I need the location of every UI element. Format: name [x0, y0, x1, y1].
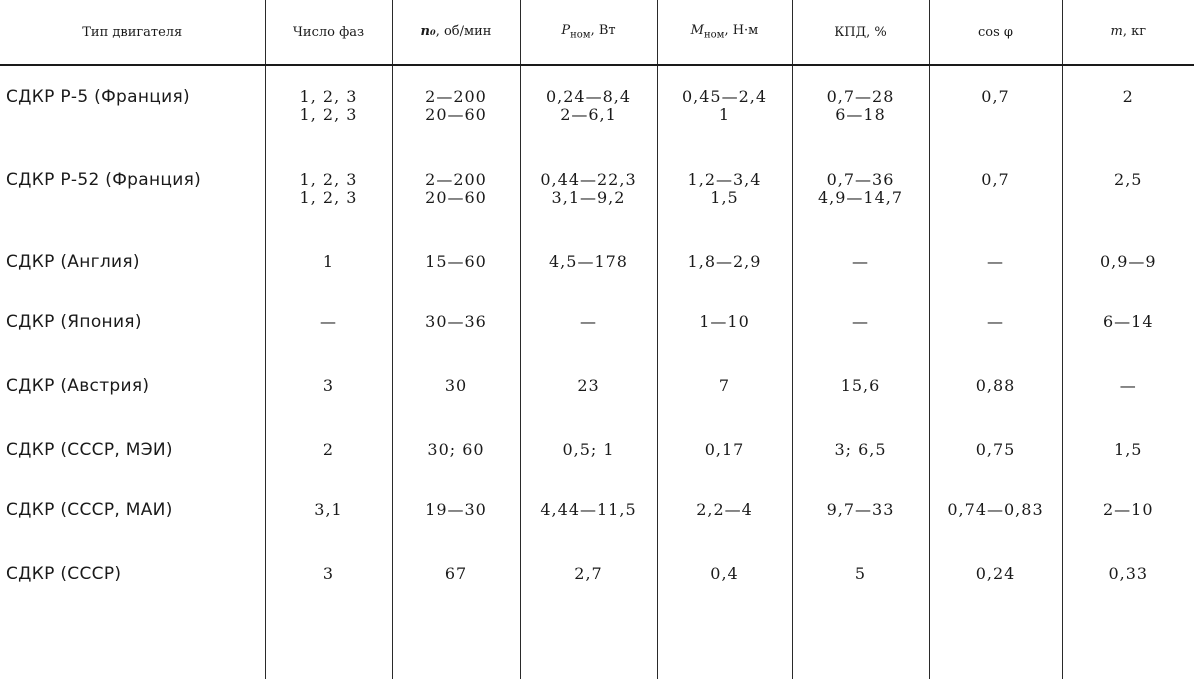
cell-mass: [1062, 241, 1194, 301]
cell-speed: [392, 241, 520, 301]
cell-power-value: 0,44—22,3: [521, 171, 657, 189]
cell-phases: [265, 241, 392, 301]
cell-efficiency: [792, 489, 929, 551]
header-torque: [657, 0, 792, 65]
cell-efficiency: [792, 363, 929, 427]
cell-power-value: 4,44—11,5: [521, 501, 657, 519]
cell-speed: [392, 65, 520, 151]
cell-torque: [657, 363, 792, 427]
header-cos: [929, 0, 1062, 65]
cell-mass-value: 0,33: [1063, 565, 1194, 583]
cell-efficiency-value: 0,7—28: [793, 88, 929, 106]
cell-mass: [1062, 551, 1194, 679]
cell-cos-value: 0,7: [930, 88, 1062, 106]
table-row: [0, 65, 1194, 151]
table-row: [0, 363, 1194, 427]
cell-efficiency-value: 4,9—14,7: [793, 189, 929, 207]
cell-motor-type: СДКР (СССР, МАИ): [0, 489, 265, 551]
cell-motor-type: СДКР (Австрия): [0, 363, 265, 427]
cell-speed-value: 2—200: [393, 88, 520, 106]
cell-mass: [1062, 363, 1194, 427]
header-mass: [1062, 0, 1194, 65]
cell-efficiency: [792, 65, 929, 151]
cell-efficiency: [792, 551, 929, 679]
cell-phases: [265, 427, 392, 489]
table-row: [0, 241, 1194, 301]
cell-torque: [657, 489, 792, 551]
cell-efficiency: [792, 241, 929, 301]
cell-speed: [392, 427, 520, 489]
cell-phases-value: 1: [266, 253, 392, 271]
cell-speed-value: 30—36: [393, 313, 520, 331]
header-row: [0, 0, 1194, 65]
cell-mass-value: 6—14: [1063, 313, 1194, 331]
table-row: [0, 427, 1194, 489]
cell-phases: [265, 551, 392, 679]
cell-torque-value: 1—10: [658, 313, 792, 331]
cell-efficiency: [792, 151, 929, 241]
cell-mass-value: 0,9—9: [1063, 253, 1194, 271]
cell-phases-value: 1, 2, 3: [266, 171, 392, 189]
cell-phases-value: 3,1: [266, 501, 392, 519]
cell-phases-value: 3: [266, 565, 392, 583]
cell-cos: [929, 489, 1062, 551]
cell-speed-value: 19—30: [393, 501, 520, 519]
cell-mass-value: 2,5: [1063, 171, 1194, 189]
header-phases-label: Число фаз: [293, 25, 364, 40]
cell-power: [520, 427, 657, 489]
cell-phases-value: 1, 2, 3: [266, 189, 392, 207]
cell-speed-value: 2—200: [393, 171, 520, 189]
cell-cos-value: 0,88: [930, 377, 1062, 395]
cell-efficiency-value: 5: [793, 565, 929, 583]
table-row: [0, 489, 1194, 551]
cell-mass: [1062, 65, 1194, 151]
cell-power-value: 23: [521, 377, 657, 395]
cell-mass: [1062, 489, 1194, 551]
cell-speed: [392, 363, 520, 427]
cell-efficiency-value: 9,7—33: [793, 501, 929, 519]
header-power-symbol: P: [561, 23, 570, 38]
cell-torque: [657, 427, 792, 489]
cell-motor-type: СДКР (СССР, МЭИ): [0, 427, 265, 489]
header-mass-symbol: m: [1110, 24, 1122, 39]
cell-power: [520, 301, 657, 363]
cell-efficiency-value: 3; 6,5: [793, 441, 929, 459]
header-speed-unit: , об/мин: [436, 24, 492, 39]
table-row: [0, 551, 1194, 679]
cell-efficiency-value: 0,7—36: [793, 171, 929, 189]
cell-cos-value: 0,7: [930, 171, 1062, 189]
header-efficiency-label: КПД, %: [834, 25, 887, 40]
cell-cos-value: —: [930, 253, 1062, 271]
cell-cos: [929, 363, 1062, 427]
cell-phases-value: 1, 2, 3: [266, 88, 392, 106]
header-mass-unit: , кг: [1123, 24, 1146, 39]
cell-torque-value: 1,5: [658, 189, 792, 207]
cell-cos: [929, 551, 1062, 679]
cell-power-value: 0,24—8,4: [521, 88, 657, 106]
header-power: [520, 0, 657, 65]
table-body: [0, 65, 1194, 679]
cell-cos: [929, 301, 1062, 363]
cell-torque-value: 7: [658, 377, 792, 395]
cell-power-value: 3,1—9,2: [521, 189, 657, 207]
cell-power: [520, 151, 657, 241]
cell-speed-value: 15—60: [393, 253, 520, 271]
cell-phases-value: —: [266, 313, 392, 331]
header-power-subscript: ном: [570, 29, 590, 40]
cell-phases-value: 2: [266, 441, 392, 459]
cell-mass-value: 2—10: [1063, 501, 1194, 519]
cell-power-value: 4,5—178: [521, 253, 657, 271]
cell-torque-value: 1,2—3,4: [658, 171, 792, 189]
cell-mass-value: 2: [1063, 88, 1194, 106]
cell-speed: [392, 551, 520, 679]
cell-power: [520, 241, 657, 301]
cell-cos: [929, 427, 1062, 489]
header-type: [0, 0, 265, 65]
cell-motor-type: СДКР Р-52 (Франция): [0, 151, 265, 241]
header-torque-unit: , Н·м: [724, 23, 758, 38]
cell-torque-value: 0,45—2,4: [658, 88, 792, 106]
cell-power-value: 2,7: [521, 565, 657, 583]
cell-power: [520, 489, 657, 551]
cell-speed-value: 20—60: [393, 106, 520, 124]
cell-torque: [657, 241, 792, 301]
cell-phases-value: 1, 2, 3: [266, 106, 392, 124]
cell-motor-type: СДКР Р-5 (Франция): [0, 65, 265, 151]
cell-mass-value: —: [1063, 377, 1194, 395]
cell-torque-value: 1: [658, 106, 792, 124]
cell-phases: [265, 363, 392, 427]
cell-motor-type: СДКР (Япония): [0, 301, 265, 363]
cell-torque: [657, 301, 792, 363]
cell-torque: [657, 65, 792, 151]
cell-power-value: —: [521, 313, 657, 331]
cell-mass: [1062, 301, 1194, 363]
cell-torque: [657, 551, 792, 679]
cell-cos-value: 0,75: [930, 441, 1062, 459]
cell-speed: [392, 301, 520, 363]
cell-phases: [265, 151, 392, 241]
cell-efficiency: [792, 427, 929, 489]
cell-torque-value: 2,2—4: [658, 501, 792, 519]
cell-cos-value: 0,24: [930, 565, 1062, 583]
cell-motor-type: СДКР (СССР): [0, 551, 265, 679]
cell-speed-value: 67: [393, 565, 520, 583]
cell-cos-value: —: [930, 313, 1062, 331]
cell-efficiency-value: —: [793, 313, 929, 331]
table-row: [0, 151, 1194, 241]
header-power-unit: , Вт: [591, 23, 616, 38]
cell-speed: [392, 151, 520, 241]
cell-cos-value: 0,74—0,83: [930, 501, 1062, 519]
header-speed-symbol: n₀: [421, 24, 436, 39]
cell-cos: [929, 65, 1062, 151]
cell-torque-value: 0,17: [658, 441, 792, 459]
header-efficiency: [792, 0, 929, 65]
cell-mass-value: 1,5: [1063, 441, 1194, 459]
cell-mass: [1062, 427, 1194, 489]
cell-torque: [657, 151, 792, 241]
cell-efficiency-value: 6—18: [793, 106, 929, 124]
header-cos-label: cos φ: [978, 25, 1013, 40]
cell-speed: [392, 489, 520, 551]
cell-power-value: 2—6,1: [521, 106, 657, 124]
cell-mass: [1062, 151, 1194, 241]
cell-speed-value: 20—60: [393, 189, 520, 207]
cell-speed-value: 30; 60: [393, 441, 520, 459]
header-speed: [392, 0, 520, 65]
cell-motor-type: СДКР (Англия): [0, 241, 265, 301]
cell-phases: [265, 65, 392, 151]
cell-efficiency-value: 15,6: [793, 377, 929, 395]
cell-efficiency-value: —: [793, 253, 929, 271]
cell-power: [520, 65, 657, 151]
cell-power: [520, 363, 657, 427]
cell-cos: [929, 241, 1062, 301]
cell-cos: [929, 151, 1062, 241]
cell-speed-value: 30: [393, 377, 520, 395]
cell-phases: [265, 489, 392, 551]
header-phases: [265, 0, 392, 65]
header-torque-symbol: M: [691, 23, 704, 38]
cell-phases-value: 3: [266, 377, 392, 395]
cell-torque-value: 1,8—2,9: [658, 253, 792, 271]
cell-phases: [265, 301, 392, 363]
cell-torque-value: 0,4: [658, 565, 792, 583]
header-type-label: Тип двигателя: [82, 25, 182, 40]
cell-power-value: 0,5; 1: [521, 441, 657, 459]
table-row: [0, 301, 1194, 363]
cell-power: [520, 551, 657, 679]
header-torque-subscript: ном: [704, 29, 724, 40]
cell-efficiency: [792, 301, 929, 363]
